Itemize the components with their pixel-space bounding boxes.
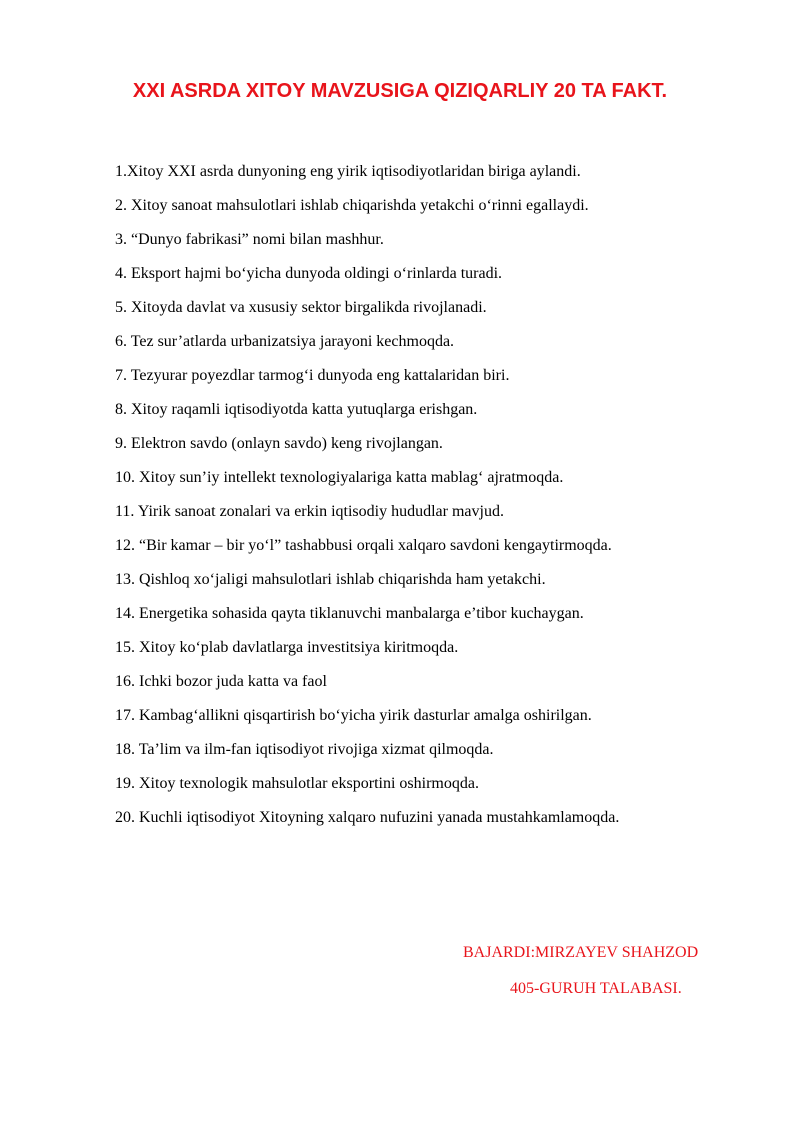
fact-item: 7. Tezyurar poyezdlar tarmog‘i dunyoda eng kattalaridan biri. bbox=[115, 367, 510, 384]
facts-list bbox=[115, 160, 619, 840]
fact-item: 16. Ichki bozor juda katta va faol bbox=[115, 673, 327, 690]
fact-item: 2. Xitoy sanoat mahsulotlari ishlab chiqarishda yetakchi o‘rinni egallaydi. bbox=[115, 197, 589, 214]
fact-item: 12. “Bir kamar – bir yo‘l” tashabbusi orqali xalqaro savdoni kengaytirmoqda. bbox=[115, 537, 612, 554]
fact-item: 8. Xitoy raqamli iqtisodiyotda katta yutuqlarga erishgan. bbox=[115, 401, 478, 418]
fact-item: 5. Xitoyda davlat va xususiy sektor birgalikda rivojlanadi. bbox=[115, 299, 487, 316]
fact-item: 15. Xitoy ko‘plab davlatlarga investitsiya kiritmoqda. bbox=[115, 639, 459, 656]
fact-item: 17. Kambag‘allikni qisqartirish bo‘yicha yirik dasturlar amalga oshirilgan. bbox=[115, 707, 592, 724]
fact-item: 10. Xitoy sun’iy intellekt texnologiyalariga katta mablag‘ ajratmoqda. bbox=[115, 469, 564, 486]
fact-item: 14. Energetika sohasida qayta tiklanuvchi manbalarga e’tibor kuchaygan. bbox=[115, 605, 584, 622]
fact-item: 19. Xitoy texnologik mahsulotlar eksportini oshirmoqda. bbox=[115, 775, 479, 792]
signature-group: 405-GURUH TALABASI. bbox=[510, 980, 682, 997]
document-title: XXI ASRDA XITOY MAVZUSIGA QIZIQARLIY 20 TA FAKT. bbox=[132, 80, 668, 102]
fact-item: 13. Qishloq xo‘jaligi mahsulotlari ishlab chiqarishda ham yetakchi. bbox=[115, 571, 546, 588]
signature-author: BAJARDI:MIRZAYEV SHAHZOD bbox=[463, 944, 699, 961]
fact-item: 20. Kuchli iqtisodiyot Xitoyning xalqaro nufuzini yanada mustahkamlamoqda. bbox=[115, 809, 620, 826]
fact-item: 4. Eksport hajmi bo‘yicha dunyoda oldingi o‘rinlarda turadi. bbox=[115, 265, 503, 282]
fact-item: 1.Xitoy XXI asrda dunyoning eng yirik iqtisodiyotlaridan biriga aylandi. bbox=[115, 163, 581, 180]
fact-item: 18. Ta’lim va ilm-fan iqtisodiyot rivojiga xizmat qilmoqda. bbox=[115, 741, 494, 758]
fact-item: 3. “Dunyo fabrikasi” nomi bilan mashhur. bbox=[115, 231, 384, 248]
fact-item: 6. Tez sur’atlarda urbanizatsiya jarayoni kechmoqda. bbox=[115, 333, 455, 350]
fact-item: 11. Yirik sanoat zonalari va erkin iqtisodiy hududlar mavjud. bbox=[115, 503, 504, 520]
fact-item: 9. Elektron savdo (onlayn savdo) keng rivojlangan. bbox=[115, 435, 443, 452]
